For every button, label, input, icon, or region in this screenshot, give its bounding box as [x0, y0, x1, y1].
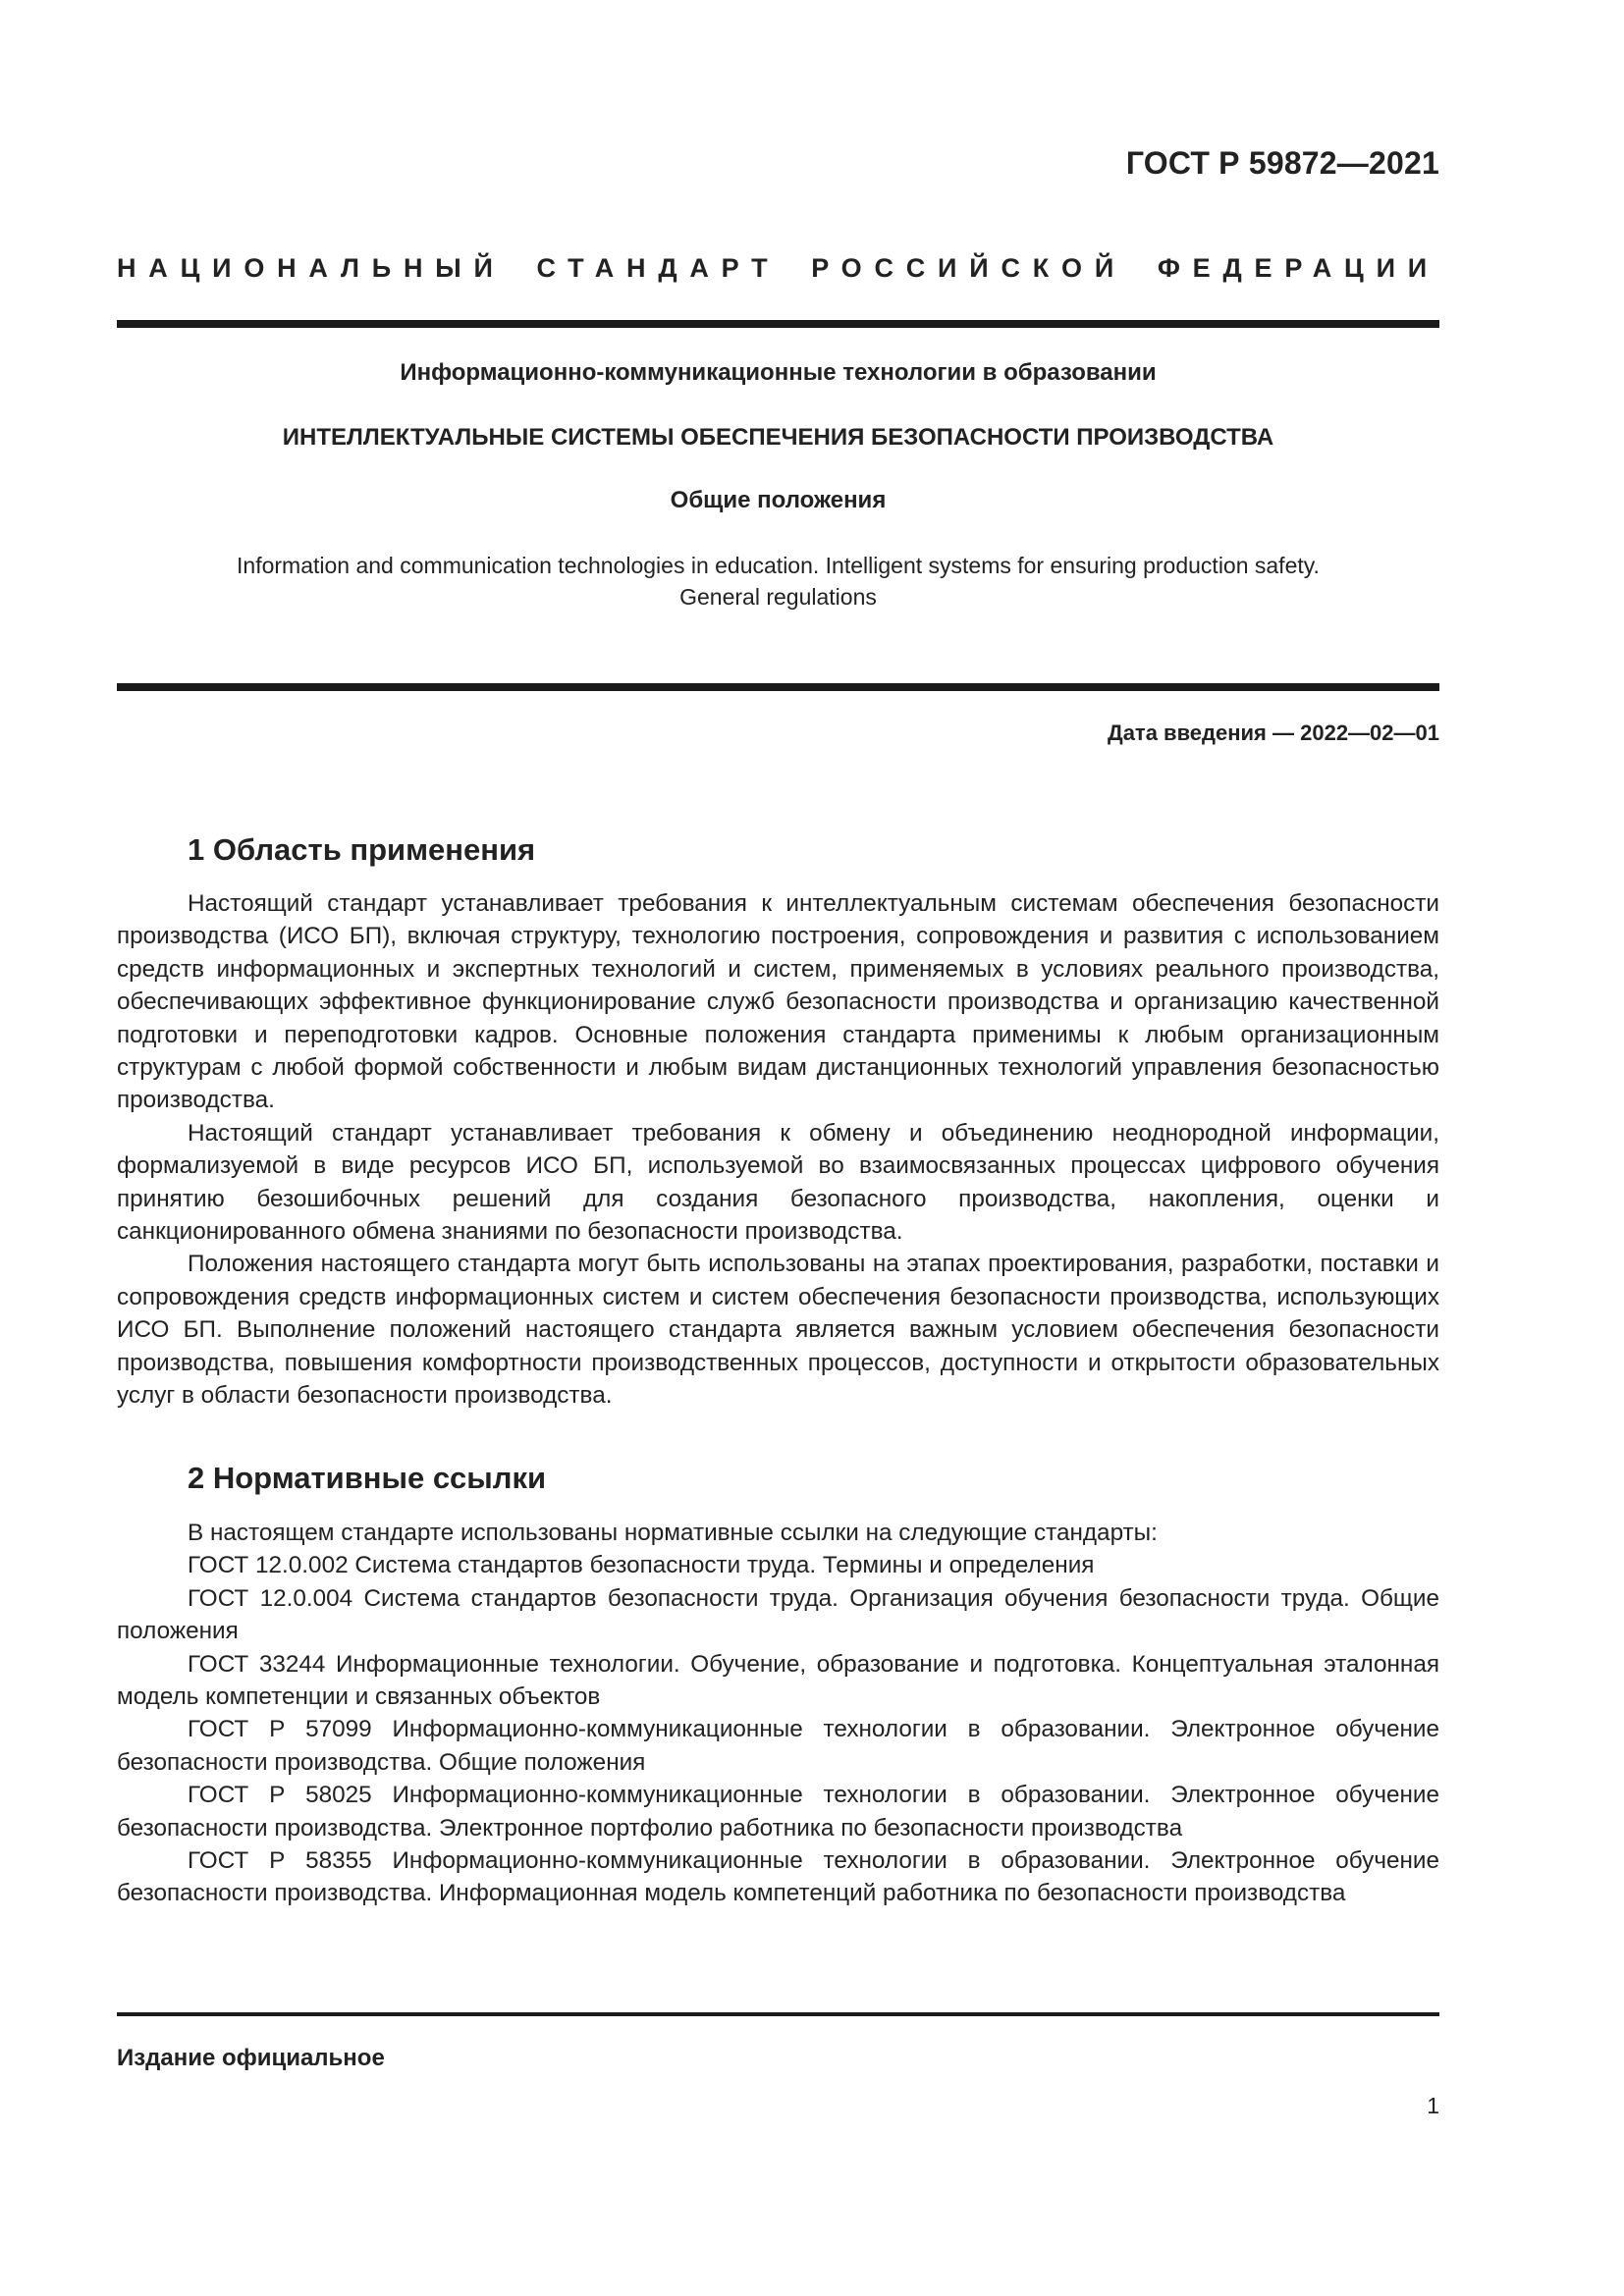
reference-item: ГОСТ Р 58025 Информационно-коммуникационные технологии в образовании. Электронное обучение безопасности производства. Электронное портфолио работника по безопасности производства [117, 1782, 1439, 1842]
title-divider [117, 683, 1439, 691]
paragraph: Настоящий стандарт устанавливает требования к обмену и объединению неоднородной информации, формализуемой в виде ресурсов ИСО БП, используемой во взаимосвязанных процессах цифрового обучения принятию безошибочных решений для создания безопасного производства, накопления, оценки и санкционированного обмена знаниями по безопасности производства. [117, 1119, 1439, 1246]
english-title-line-1: Information and communication technologies in education. Intelligent systems for ensuring production safety. [237, 553, 1320, 578]
english-title [117, 550, 1439, 613]
page-number: 1 [1427, 2093, 1439, 2118]
introduction-date: Дата введения — 2022—02—01 [1108, 721, 1439, 745]
paragraph: Положения настоящего стандарта могут быть использованы на этапах проектирования, разработки, поставки и сопровождения средств информационных систем и систем обеспечения безопасности производства, использующих ИСО БП. Выполнение положений настоящего стандарта является важным условием обеспечения безопасности производства, повышения комфортности производственных процессов, доступности и открытости образовательных услуг в области безопасности производства. [117, 1251, 1439, 1410]
reference-item: ГОСТ 12.0.004 Система стандартов безопасности труда. Организация обучения безопасности труда. Общие положения [117, 1584, 1439, 1645]
section-heading-normative-references: 2 Нормативные ссылки [188, 1461, 547, 1495]
reference-item: ГОСТ 12.0.002 Система стандартов безопасности труда. Термины и определения [188, 1552, 1095, 1579]
section-heading-scope: 1 Область применения [188, 832, 536, 867]
standard-part-title: Общие положения [670, 487, 887, 513]
header-divider [117, 320, 1439, 328]
paragraph: Настоящий стандарт устанавливает требования к интеллектуальным системам обеспечения безопасности производства (ИСО БП), включая структуру, технологию построения, сопровождения и развития с использованием средств информационных и экспертных технологий и систем, применяемых в условиях реального производства, обеспечивающих эффективное функционирование служб безопасности производства и организацию качественной подготовки и переподготовки кадров. Основные положения стандарта применимы к любым организационным структурам с любой формой собственности и любым видам дистанционных технологий управления безопасностью производства. [117, 890, 1439, 1114]
paragraph: В настоящем стандарте использованы нормативные ссылки на следующие стандарты: [188, 1520, 1158, 1546]
section-body-scope [117, 887, 1439, 1413]
standard-main-title: ИНТЕЛЛЕКТУАЛЬНЫЕ СИСТЕМЫ ОБЕСПЕЧЕНИЯ БЕЗОПАСНОСТИ ПРОИЗВОДСТВА [282, 424, 1274, 451]
national-standard-caption: НАЦИОНАЛЬНЫЙ СТАНДАРТ РОССИЙСКОЙ ФЕДЕРАЦИИ [117, 253, 1439, 283]
english-title-line-2: General regulations [679, 584, 877, 610]
footer-divider [117, 2012, 1439, 2016]
reference-item: ГОСТ 33244 Информационные технологии. Обучение, образование и подготовка. Концептуальная эталонная модель компетенции и связанных объектов [117, 1650, 1439, 1711]
standard-designation: ГОСТ Р 59872—2021 [1125, 145, 1439, 181]
official-edition-label: Издание официальное [117, 2045, 385, 2071]
reference-item: ГОСТ Р 58355 Информационно-коммуникационные технологии в образовании. Электронное обучение безопасности производства. Информационная модель компетенций работника по безопасности производства [117, 1847, 1439, 1907]
standard-field-title: Информационно-коммуникационные технологии в образовании [400, 359, 1157, 386]
section-body-normative-references [117, 1517, 1439, 1910]
reference-item: ГОСТ Р 57099 Информационно-коммуникационные технологии в образовании. Электронное обучение безопасности производства. Общие положения [117, 1716, 1439, 1776]
